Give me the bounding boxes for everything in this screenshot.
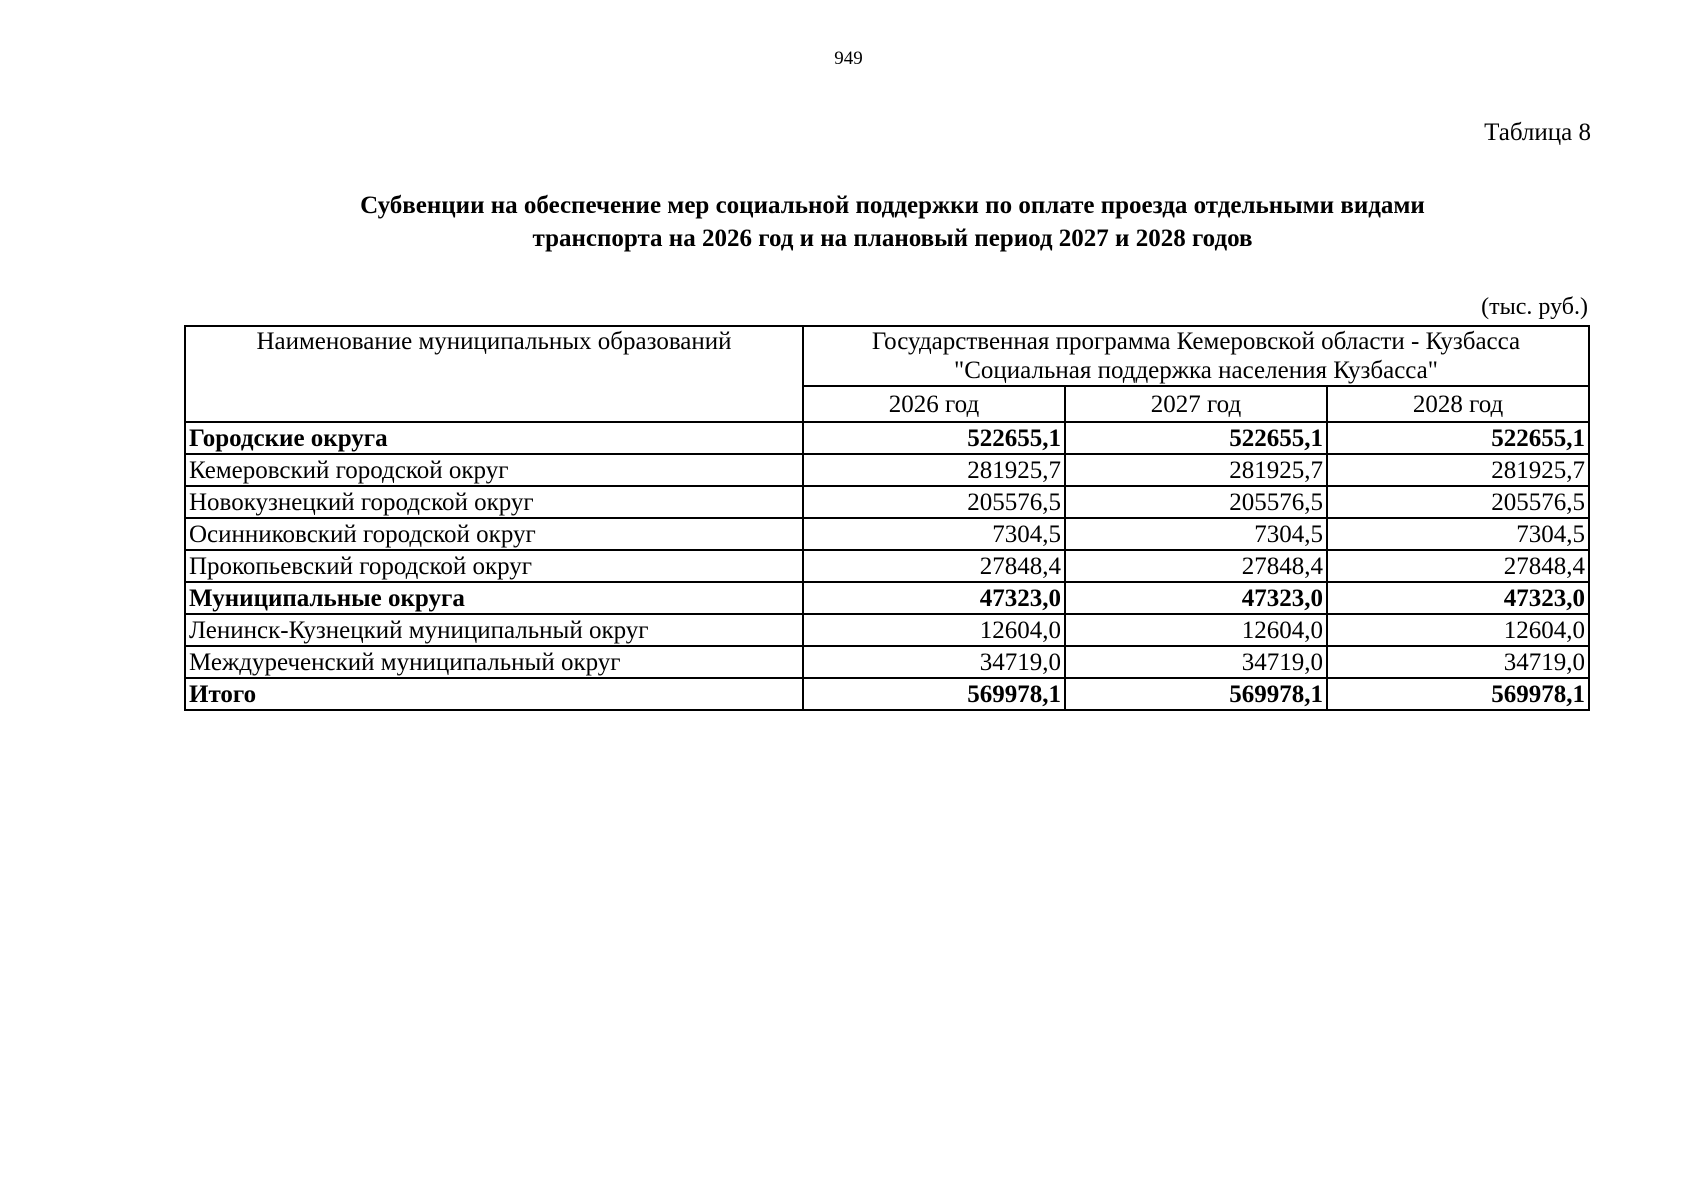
table-row	[185, 518, 1589, 550]
value-2027: 205576,5	[1065, 486, 1327, 518]
value-2027: 47323,0	[1065, 582, 1327, 614]
row-name: Междуреченский муниципальный округ	[185, 646, 803, 678]
table-row	[185, 550, 1589, 582]
row-name: Ленинск-Кузнецкий муниципальный округ	[185, 614, 803, 646]
subventions-table	[184, 325, 1590, 711]
value-2026: 569978,1	[803, 678, 1065, 710]
column-header-2026: 2026 год	[803, 386, 1065, 422]
program-title-line-1: Государственная программа Кемеровской области - Кузбасса	[871, 328, 1521, 355]
value-2027: 27848,4	[1065, 550, 1327, 582]
row-name: Кемеровский городской округ	[185, 454, 803, 486]
value-2028: 34719,0	[1327, 646, 1589, 678]
value-2026: 205576,5	[803, 486, 1065, 518]
row-name: Осинниковский городской округ	[185, 518, 803, 550]
row-name: Городские округа	[185, 422, 803, 454]
value-2028: 522655,1	[1327, 422, 1589, 454]
value-2028: 47323,0	[1327, 582, 1589, 614]
document-title	[200, 189, 1585, 255]
value-2026: 27848,4	[803, 550, 1065, 582]
table-body	[185, 422, 1589, 710]
value-2026: 47323,0	[803, 582, 1065, 614]
table-label: Таблица 8	[1484, 119, 1591, 146]
table-row	[185, 486, 1589, 518]
column-header-name: Наименование муниципальных образований	[185, 326, 803, 422]
value-2028: 12604,0	[1327, 614, 1589, 646]
value-2028: 205576,5	[1327, 486, 1589, 518]
value-2026: 281925,7	[803, 454, 1065, 486]
title-line-1: Субвенции на обеспечение мер социальной поддержки по оплате проезда отдельными видами	[360, 192, 1425, 219]
table-row	[185, 422, 1589, 454]
table-row	[185, 614, 1589, 646]
column-header-2028: 2028 год	[1327, 386, 1589, 422]
row-name: Итого	[185, 678, 803, 710]
row-name: Муниципальные округа	[185, 582, 803, 614]
table-row	[185, 646, 1589, 678]
value-2028: 27848,4	[1327, 550, 1589, 582]
value-2028: 569978,1	[1327, 678, 1589, 710]
value-2026: 34719,0	[803, 646, 1065, 678]
page-number: 949	[834, 48, 863, 69]
value-2027: 12604,0	[1065, 614, 1327, 646]
units-label: (тыс. руб.)	[1481, 294, 1588, 320]
value-2027: 281925,7	[1065, 454, 1327, 486]
value-2028: 281925,7	[1327, 454, 1589, 486]
value-2028: 7304,5	[1327, 518, 1589, 550]
value-2026: 12604,0	[803, 614, 1065, 646]
table-row	[185, 454, 1589, 486]
value-2026: 7304,5	[803, 518, 1065, 550]
value-2027: 522655,1	[1065, 422, 1327, 454]
value-2027: 569978,1	[1065, 678, 1327, 710]
column-header-2027: 2027 год	[1065, 386, 1327, 422]
value-2027: 7304,5	[1065, 518, 1327, 550]
title-line-2: транспорта на 2026 год и на плановый период 2027 и 2028 годов	[532, 225, 1253, 252]
table-row	[185, 582, 1589, 614]
row-name: Прокопьевский городской округ	[185, 550, 803, 582]
row-name: Новокузнецкий городской округ	[185, 486, 803, 518]
value-2026: 522655,1	[803, 422, 1065, 454]
program-title-line-2: "Социальная поддержка населения Кузбасса"	[954, 357, 1438, 384]
table-row	[185, 678, 1589, 710]
value-2027: 34719,0	[1065, 646, 1327, 678]
column-header-program	[803, 326, 1589, 386]
